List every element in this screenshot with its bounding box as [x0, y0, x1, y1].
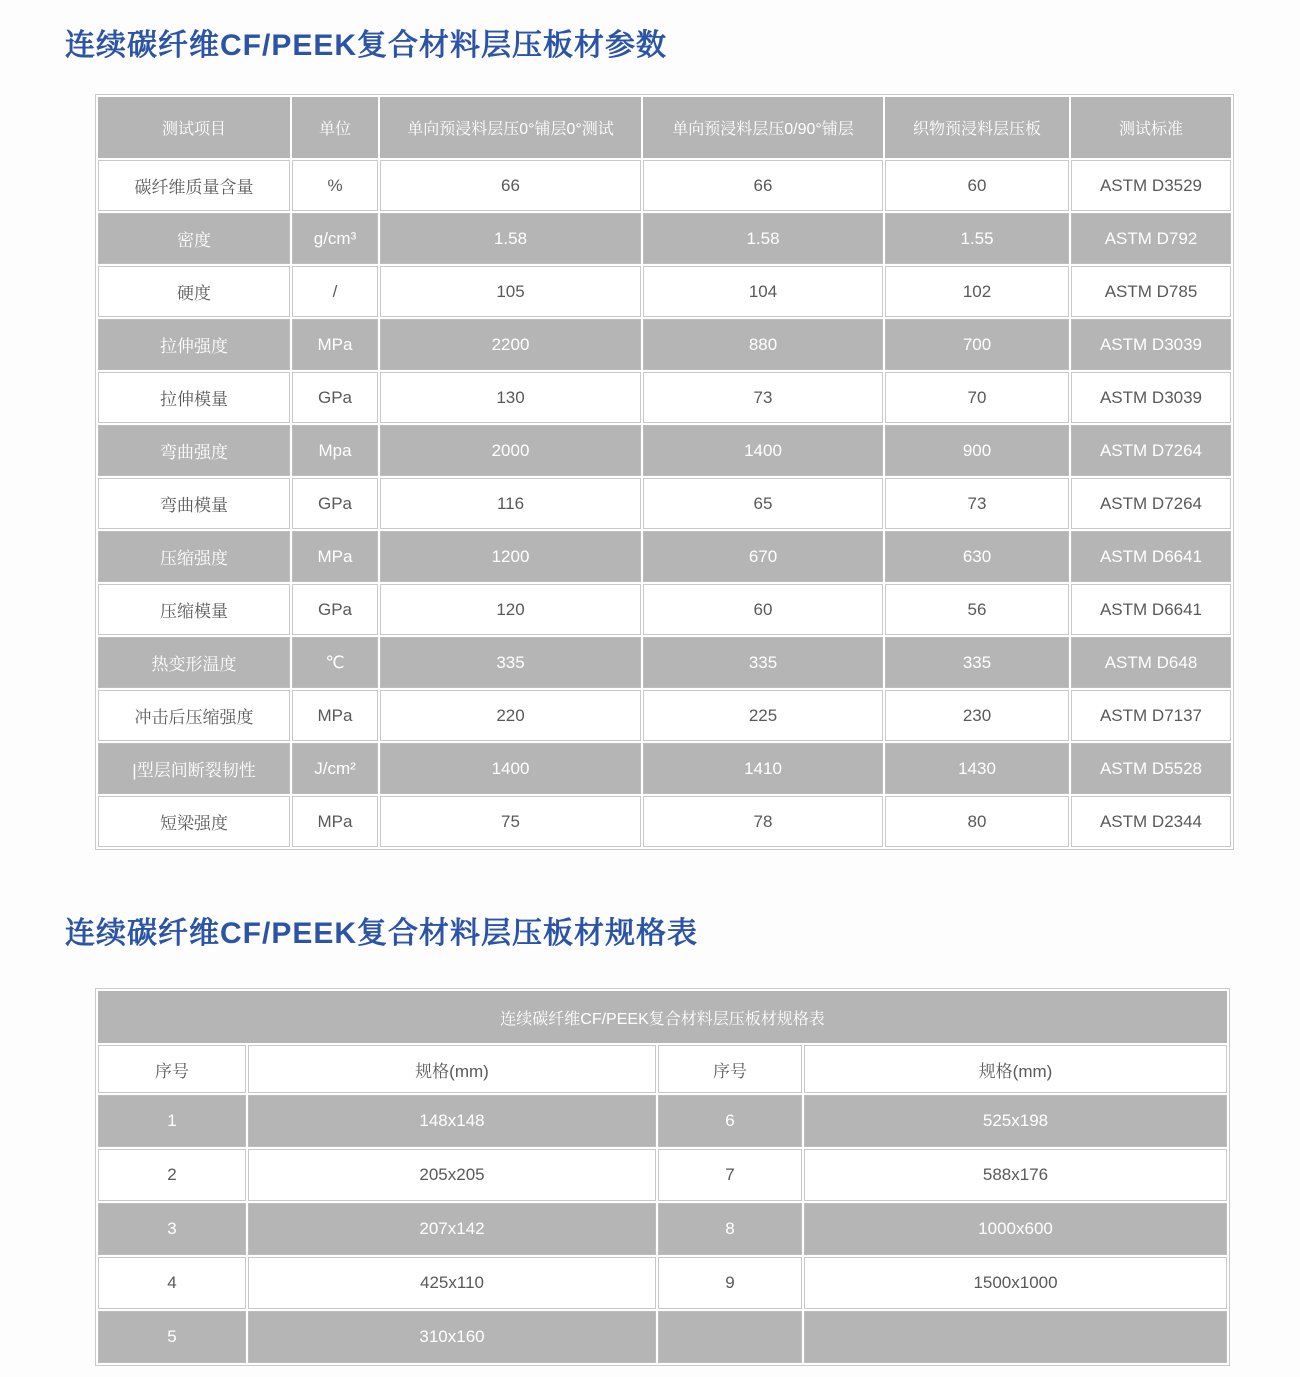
table-cell: 硬度: [98, 266, 290, 317]
table-cell: 织物预浸料层压板: [885, 97, 1069, 158]
table-row: [98, 584, 1231, 635]
table-cell: 425x110: [248, 1257, 656, 1309]
spec-table-title: 连续碳纤维CF/PEEK复合材料层压板材规格表: [98, 991, 1227, 1043]
table-cell: 1: [98, 1095, 246, 1147]
table-cell: 230: [885, 690, 1069, 741]
table-cell: 1.58: [643, 213, 883, 264]
spec-table-body: [98, 1095, 1227, 1363]
spec-table-title-row: [98, 991, 1227, 1043]
table-cell: 205x205: [248, 1149, 656, 1201]
table-cell: 8: [658, 1203, 802, 1255]
table-cell: Mpa: [292, 425, 378, 476]
table-cell: 测试标准: [1071, 97, 1231, 158]
table-cell: 9: [658, 1257, 802, 1309]
table-row: [98, 1311, 1227, 1363]
table-cell: 70: [885, 372, 1069, 423]
table-row: [98, 1149, 1227, 1201]
table-cell: 1410: [643, 743, 883, 794]
table-cell: 225: [643, 690, 883, 741]
table-cell: 148x148: [248, 1095, 656, 1147]
table-cell: [804, 1311, 1227, 1363]
table-cell: 规格(mm): [804, 1045, 1227, 1093]
table-cell: 拉伸模量: [98, 372, 290, 423]
table-cell: ASTM D3529: [1071, 160, 1231, 211]
table-cell: 单向预浸料层压0°铺层0°测试: [380, 97, 641, 158]
table-cell: 序号: [658, 1045, 802, 1093]
table-cell: 60: [643, 584, 883, 635]
table-cell: ASTM D648: [1071, 637, 1231, 688]
table-cell: 5: [98, 1311, 246, 1363]
table-cell: 短梁强度: [98, 796, 290, 847]
table-cell: 525x198: [804, 1095, 1227, 1147]
table-cell: 65: [643, 478, 883, 529]
table-cell: ASTM D785: [1071, 266, 1231, 317]
table-cell: 1.55: [885, 213, 1069, 264]
table-row: [98, 1095, 1227, 1147]
params-table-body: [98, 160, 1231, 847]
table-cell: GPa: [292, 372, 378, 423]
table-cell: g/cm³: [292, 213, 378, 264]
table-cell: 56: [885, 584, 1069, 635]
table-row: [98, 796, 1231, 847]
table-cell: 73: [885, 478, 1069, 529]
table-cell: 1400: [380, 743, 641, 794]
table-cell: 78: [643, 796, 883, 847]
table-cell: MPa: [292, 531, 378, 582]
table-cell: 2200: [380, 319, 641, 370]
table-cell: 拉伸强度: [98, 319, 290, 370]
table-cell: MPa: [292, 796, 378, 847]
table-row: [98, 160, 1231, 211]
table-cell: 630: [885, 531, 1069, 582]
table-cell: 单向预浸料层压0/90°铺层: [643, 97, 883, 158]
table-row: [98, 1203, 1227, 1255]
spec-table: [95, 988, 1230, 1366]
table-cell: 4: [98, 1257, 246, 1309]
table-cell: 弯曲模量: [98, 478, 290, 529]
table-cell: 700: [885, 319, 1069, 370]
table-cell: 116: [380, 478, 641, 529]
table-cell: 105: [380, 266, 641, 317]
table-cell: 单位: [292, 97, 378, 158]
table-header-row: [98, 1045, 1227, 1093]
spec-table-header: [98, 991, 1227, 1093]
table-cell: 73: [643, 372, 883, 423]
table-cell: 7: [658, 1149, 802, 1201]
table-cell: 1500x1000: [804, 1257, 1227, 1309]
table-cell: |型层间断裂韧性: [98, 743, 290, 794]
table-cell: 1400: [643, 425, 883, 476]
table-cell: J/cm²: [292, 743, 378, 794]
table-cell: ASTM D7264: [1071, 478, 1231, 529]
table-row: [98, 213, 1231, 264]
table-cell: 880: [643, 319, 883, 370]
table-cell: 130: [380, 372, 641, 423]
table-cell: 335: [380, 637, 641, 688]
table-cell: 900: [885, 425, 1069, 476]
table-row: [98, 690, 1231, 741]
table-cell: 1.58: [380, 213, 641, 264]
table-cell: 80: [885, 796, 1069, 847]
table-cell: GPa: [292, 478, 378, 529]
table-cell: 104: [643, 266, 883, 317]
table-cell: 1430: [885, 743, 1069, 794]
table-cell: %: [292, 160, 378, 211]
table-cell: 规格(mm): [248, 1045, 656, 1093]
table-cell: 588x176: [804, 1149, 1227, 1201]
table-cell: 102: [885, 266, 1069, 317]
table-header-row: [98, 97, 1231, 158]
table-cell: 310x160: [248, 1311, 656, 1363]
table-cell: 66: [643, 160, 883, 211]
table-cell: 220: [380, 690, 641, 741]
table-cell: GPa: [292, 584, 378, 635]
params-table-header: [98, 97, 1231, 158]
table-cell: ASTM D7264: [1071, 425, 1231, 476]
table-cell: ASTM D3039: [1071, 319, 1231, 370]
table-cell: 压缩强度: [98, 531, 290, 582]
table-row: [98, 266, 1231, 317]
table-cell: 207x142: [248, 1203, 656, 1255]
table-cell: 120: [380, 584, 641, 635]
table-cell: 序号: [98, 1045, 246, 1093]
table-cell: 2000: [380, 425, 641, 476]
table-cell: 压缩模量: [98, 584, 290, 635]
table-cell: 1000x600: [804, 1203, 1227, 1255]
table-cell: 670: [643, 531, 883, 582]
table-cell: 密度: [98, 213, 290, 264]
table-cell: 3: [98, 1203, 246, 1255]
table-cell: ℃: [292, 637, 378, 688]
table-row: [98, 372, 1231, 423]
table-row: [98, 425, 1231, 476]
table-cell: 60: [885, 160, 1069, 211]
table-cell: 6: [658, 1095, 802, 1147]
table-cell: MPa: [292, 690, 378, 741]
params-section-title: 连续碳纤维CF/PEEK复合材料层压板材参数: [65, 29, 668, 62]
table-row: [98, 1257, 1227, 1309]
table-cell: 热变形温度: [98, 637, 290, 688]
table-cell: MPa: [292, 319, 378, 370]
table-cell: ASTM D7137: [1071, 690, 1231, 741]
table-cell: 66: [380, 160, 641, 211]
table-cell: 弯曲强度: [98, 425, 290, 476]
table-cell: ASTM D792: [1071, 213, 1231, 264]
table-cell: 335: [643, 637, 883, 688]
table-cell: 测试项目: [98, 97, 290, 158]
params-table: [95, 94, 1234, 850]
table-cell: [658, 1311, 802, 1363]
table-cell: ASTM D5528: [1071, 743, 1231, 794]
table-cell: 冲击后压缩强度: [98, 690, 290, 741]
table-row: [98, 319, 1231, 370]
table-cell: ASTM D6641: [1071, 584, 1231, 635]
spec-section-title: 连续碳纤维CF/PEEK复合材料层压板材规格表: [65, 917, 699, 950]
table-cell: ASTM D3039: [1071, 372, 1231, 423]
table-row: [98, 743, 1231, 794]
table-cell: 335: [885, 637, 1069, 688]
table-row: [98, 531, 1231, 582]
table-cell: ASTM D6641: [1071, 531, 1231, 582]
table-cell: /: [292, 266, 378, 317]
table-cell: 2: [98, 1149, 246, 1201]
table-row: [98, 478, 1231, 529]
table-cell: 碳纤维质量含量: [98, 160, 290, 211]
table-cell: 75: [380, 796, 641, 847]
table-cell: ASTM D2344: [1071, 796, 1231, 847]
table-cell: 1200: [380, 531, 641, 582]
table-row: [98, 637, 1231, 688]
